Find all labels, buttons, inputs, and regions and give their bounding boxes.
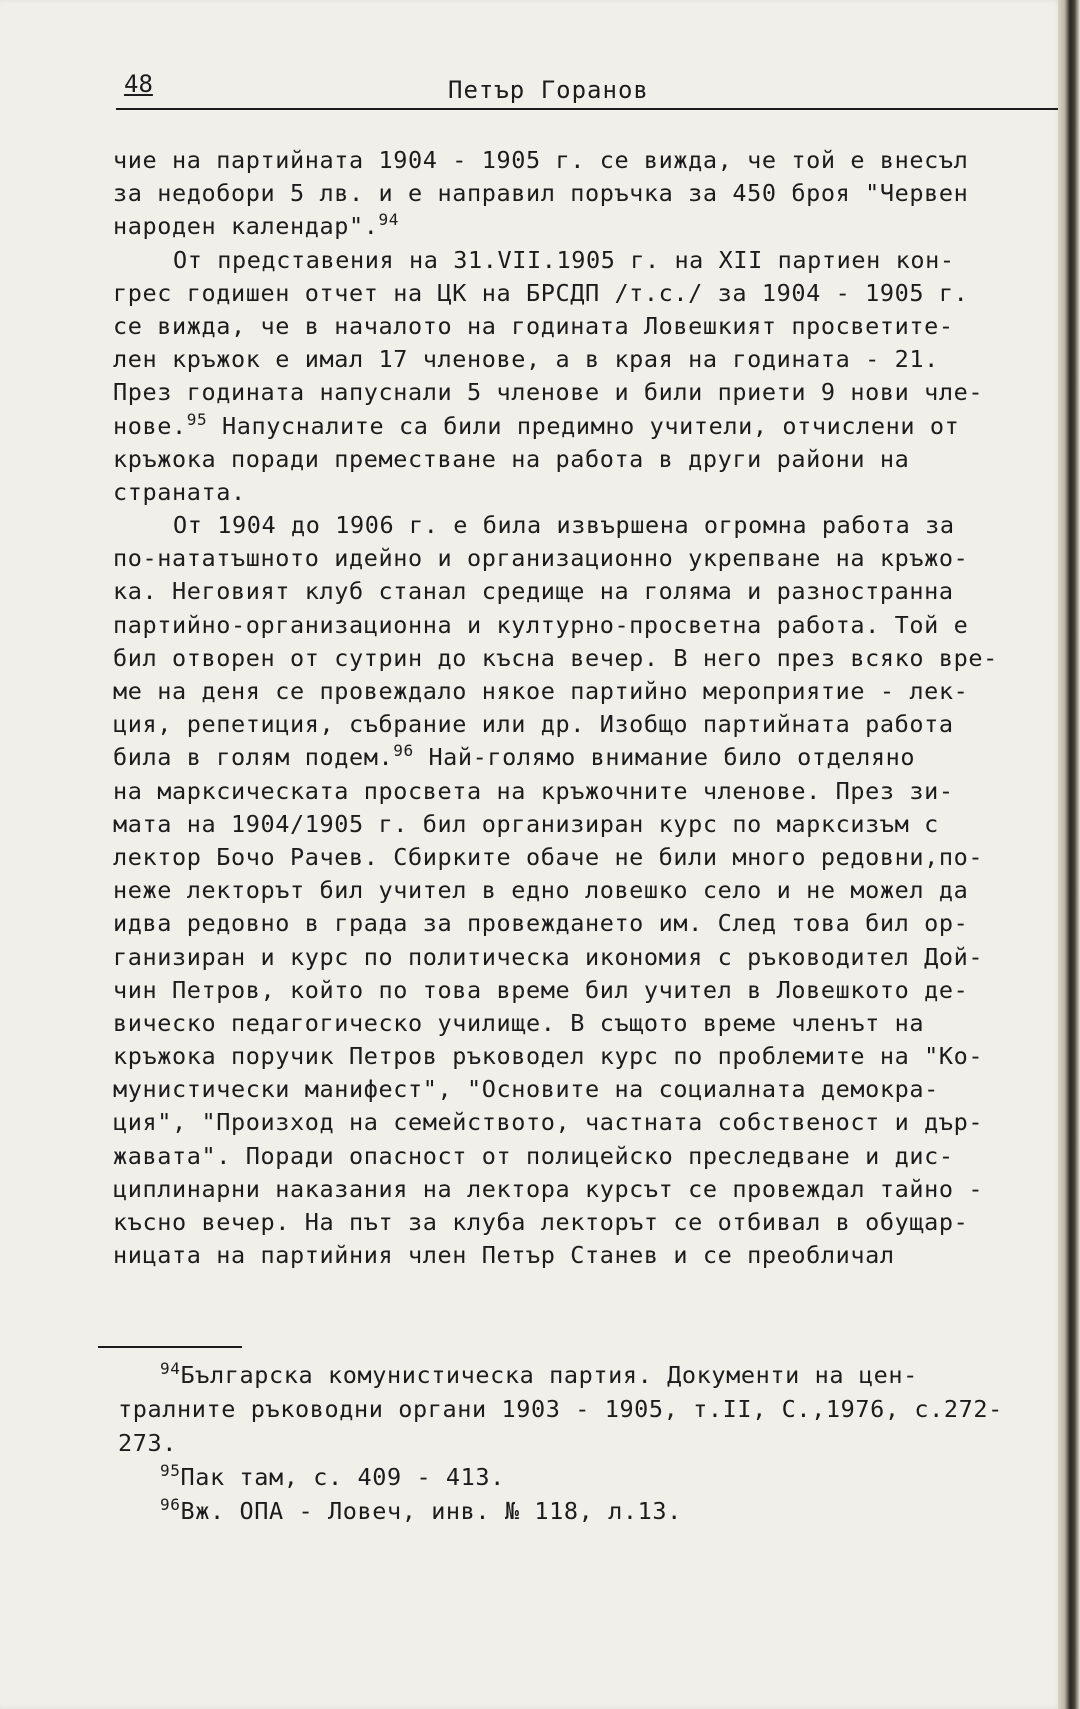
text-line: От представения на 31.VII.1905 г. на XII партиен кон-: [173, 245, 955, 274]
text-line: идва редовно в града за провеждането им. След това бил ор-: [113, 909, 969, 938]
text-line: кръжока поради преместване на работа в други райони на: [113, 444, 910, 473]
text-line: неже лекторът бил учител в едно ловешко село и не можел да: [113, 876, 969, 905]
text-line: циплинарни наказания на лектора курсът се провеждал тайно -: [113, 1174, 984, 1203]
book-edge-shadow: [1058, 0, 1080, 1709]
text-line: вическо педагогическо училище. В същото време членът на: [113, 1008, 925, 1037]
text-line: ганизиран и курс по политическа икономия с ръководител Дой-: [113, 942, 984, 971]
footnote-ref: 94: [378, 210, 399, 230]
text-line: мунистически манифест", "Основите на социалната демокра-: [113, 1075, 939, 1104]
text-line: на марксическата просвета на кръжочните членове. През зи-: [113, 776, 954, 805]
text-line: ция", "Произход на семейството, частната собственост и дър-: [113, 1108, 984, 1137]
text-line: страната.: [113, 477, 246, 506]
footnote-96: $^{96}$Вж. ОПА - Ловеч, инв. № 118, л.13.: [160, 1495, 682, 1525]
footnote-94-cont: тралните ръководни органи 1903 - 1905, т.II, С.,1976, с.272-: [118, 1395, 1003, 1423]
text-line: за недобори 5 лв. и е направил поръчка за 450 броя "Червен: [113, 179, 969, 208]
text-line: лектор Бочо Рачев. Сбирките обаче не били много редовни,по-: [113, 842, 984, 871]
text-line: грес годишен отчет на ЦК на БРСДП /т.с./ за 1904 - 1905 г.: [113, 278, 969, 307]
footnote-94: $^{94}$Българска комунистическа партия. Документи на цен-: [160, 1359, 918, 1389]
text-line: се вижда, че в началото на годината Ловешкият просветите-: [113, 311, 954, 340]
text-line: лен кръжок е имал 17 членове, а в края на годината - 21.: [113, 345, 939, 374]
text-line: ция, репетиция, събрание или др. Изобщо партийната работа: [113, 710, 954, 739]
text-line: бил отворен от сутрин до късна вечер. В него през всяко вре-: [113, 643, 998, 672]
text-line: През годината напуснали 5 членове и били приети 9 нови чле-: [113, 378, 984, 407]
text-line: мата на 1904/1905 г. бил организиран курс по марксизъм с: [113, 809, 939, 838]
text-line: била в голям подем.$^{96}$ Най-голямо внимание било отделяно: [113, 741, 916, 772]
text-line: чин Петров, който по това време бил учител в Ловешкото де-: [113, 975, 969, 1004]
text-line: ницата на партийния член Петър Станев и се преобличал: [113, 1241, 895, 1270]
text-line: чие на партийната 1904 - 1905 г. се вижда, че той е внесъл: [113, 146, 969, 174]
footnotes: [118, 1358, 1058, 1528]
text-line: партийно-организационна и културно-просветна работа. Той е: [113, 610, 969, 639]
text-line: кръжока поручик Петров ръководел курс по проблемите на "Ко-: [113, 1042, 984, 1071]
footnote-ref: 96: [393, 741, 414, 761]
page-number: 48: [124, 70, 153, 98]
footnote-94-cont: 273.: [118, 1429, 177, 1457]
footnote-divider: [98, 1346, 242, 1348]
text-line: От 1904 до 1906 г. е била извършена огромна работа за: [173, 511, 955, 540]
text-line: народен календар".$^{94}$: [113, 210, 399, 241]
text-line: нове.$^{95}$ Напусналите са били предимно учители, отчислени от: [113, 409, 960, 440]
text-line: жавата". Поради опасност от полицейско преследване и дис-: [113, 1141, 954, 1170]
running-head: Петър Горанов: [448, 76, 649, 104]
page-header: [116, 70, 1060, 110]
text-line: късно вечер. На път за клуба лекторът се отбивал в обущар-: [113, 1208, 969, 1236]
footnote-95: $^{95}$Пак там, с. 409 - 413.: [160, 1461, 505, 1491]
text-line: ка. Неговият клуб станал средище на голяма и разностранна: [113, 577, 954, 606]
body-text: [113, 144, 1053, 1272]
text-line: ме на деня се провеждало някое партийно мероприятие - лек-: [113, 677, 969, 705]
footnote-ref: 95: [186, 409, 208, 429]
text-line: по-нататъшното идейно и организационно укрепване на кръжо-: [113, 544, 969, 573]
